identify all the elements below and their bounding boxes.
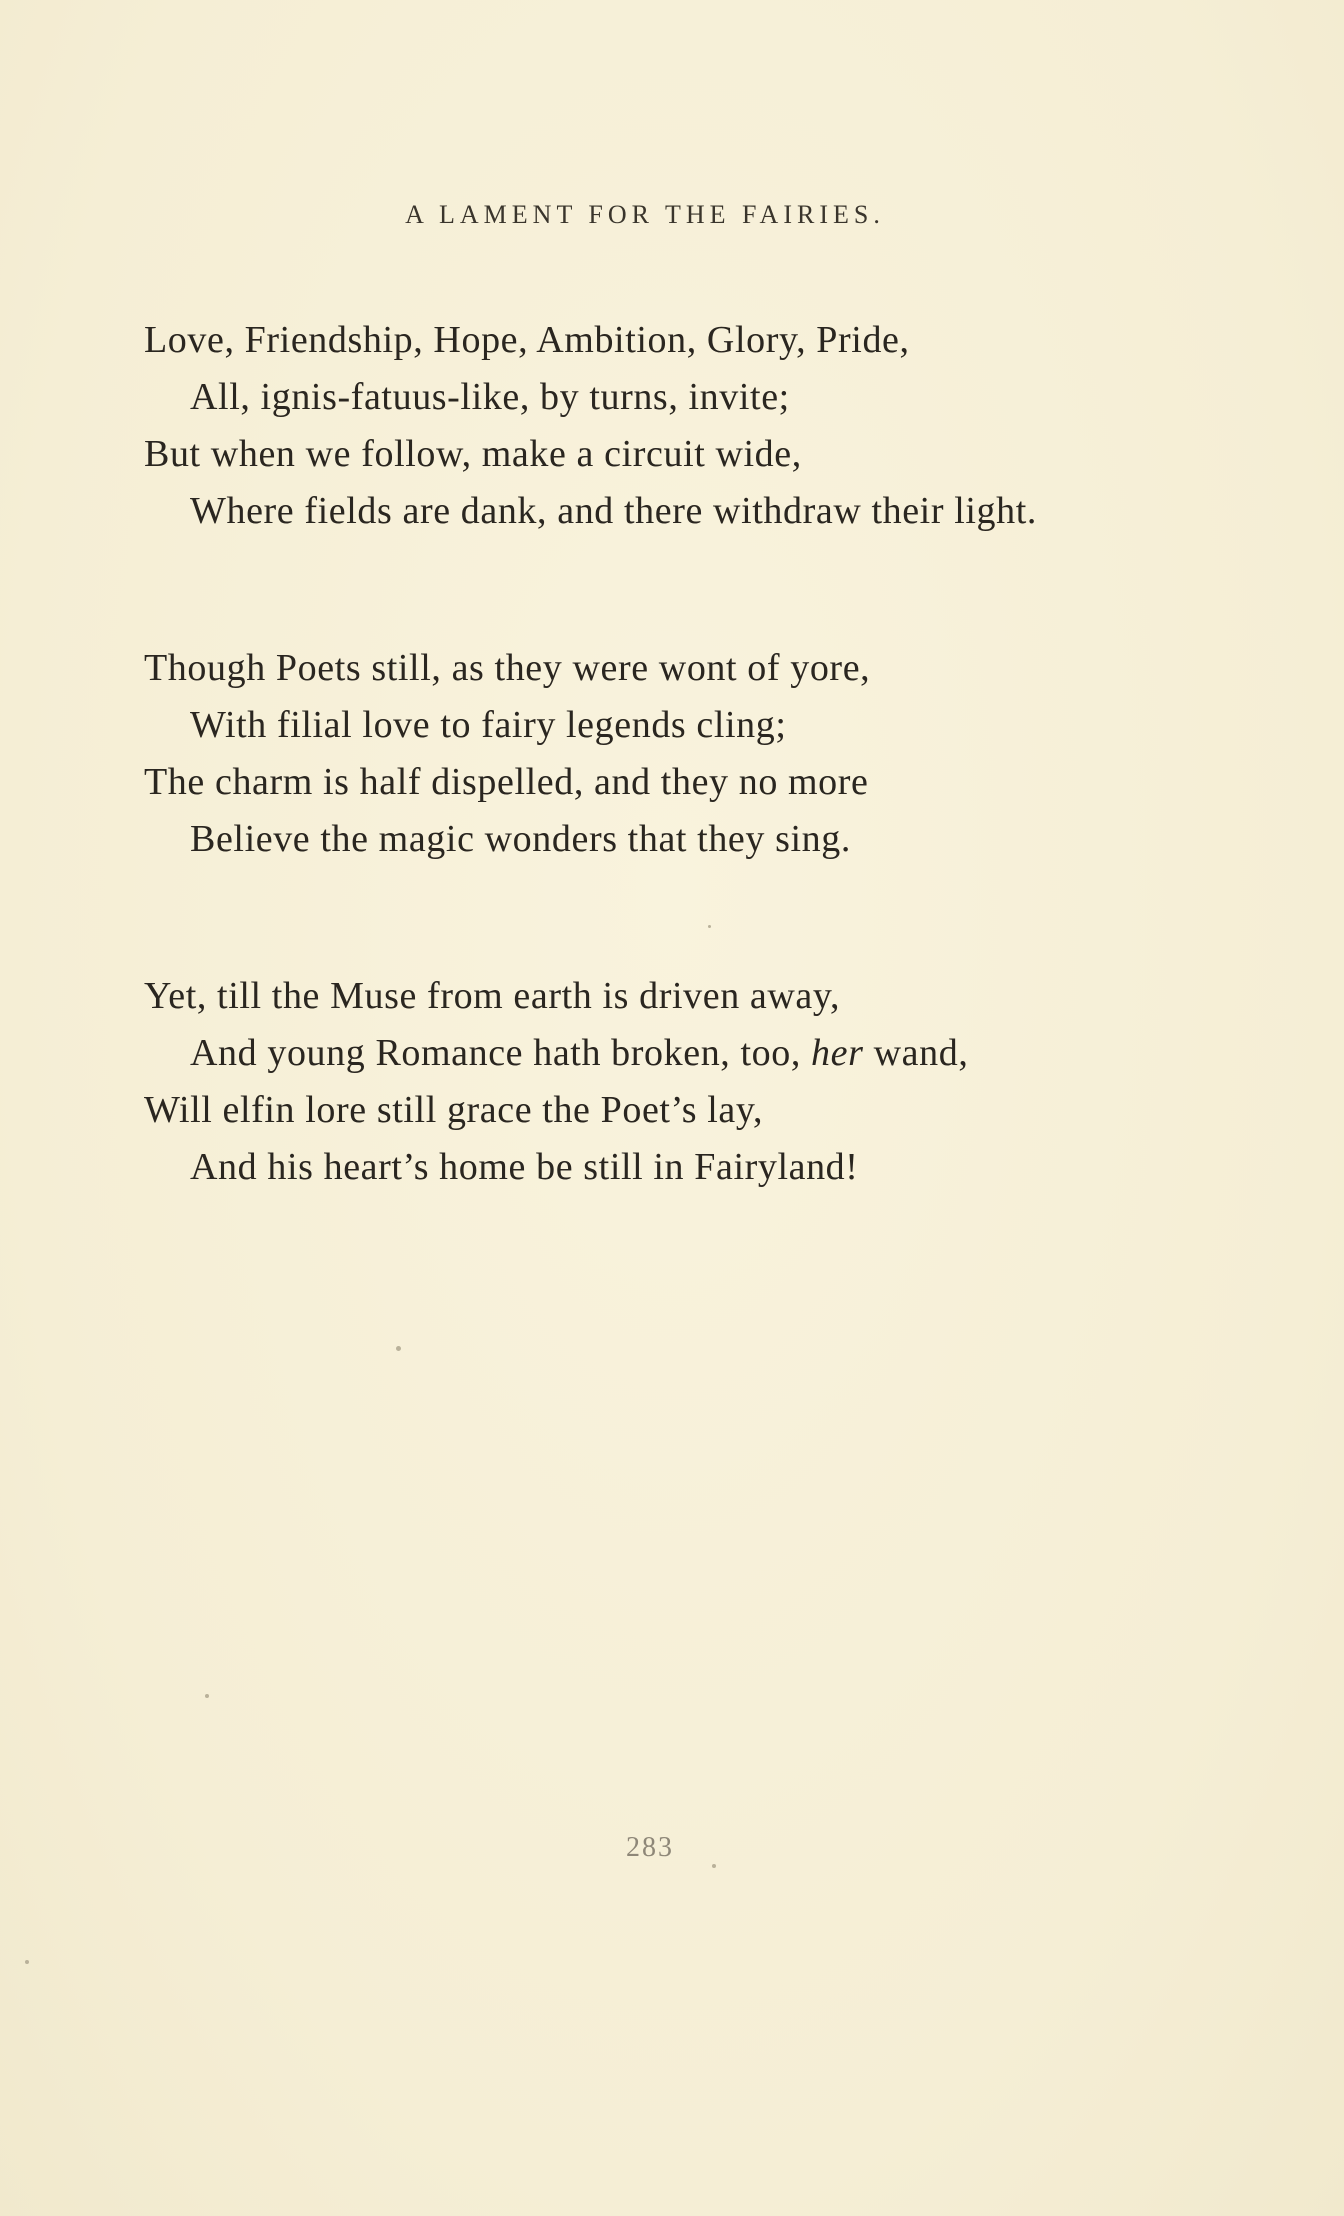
paper-speck <box>396 1346 401 1351</box>
poem-line: Love, Friendship, Hope, Ambition, Glory, Pride, <box>144 319 910 361</box>
running-head: A LAMENT FOR THE FAIRIES. <box>405 200 885 229</box>
italic-word: her <box>811 1032 864 1074</box>
poem-line: Though Poets still, as they were wont of yore, <box>144 647 871 689</box>
paper-speck <box>708 925 711 928</box>
poem-line: Will elfin lore still grace the Poet’s lay, <box>144 1089 764 1131</box>
poem-line: Where fields are dank, and there withdraw their light. <box>190 490 1037 532</box>
paper-speck <box>712 1864 716 1868</box>
poem-line: And his heart’s home be still in Fairyland! <box>190 1146 859 1188</box>
poem-line-text: wand, <box>863 1032 969 1074</box>
poem-line: All, ignis-fatuus-like, by turns, invite; <box>190 376 790 418</box>
page-number: 283 <box>626 1832 674 1863</box>
poem-line-text: And young Romance hath broken, too, <box>190 1032 812 1074</box>
stanza-1 <box>144 312 1264 540</box>
poem-line: The charm is half dispelled, and they no more <box>144 761 869 803</box>
poem <box>144 312 1264 1296</box>
poem-line: But when we follow, make a circuit wide, <box>144 433 802 475</box>
poem-line: Believe the magic wonders that they sing. <box>190 818 851 860</box>
paper-speck <box>25 1960 29 1964</box>
poem-line: With filial love to fairy legends cling; <box>190 704 787 746</box>
poem-line <box>144 1025 1264 1082</box>
stanza-3 <box>144 968 1264 1196</box>
stanza-2 <box>144 640 1264 868</box>
poem-line: Yet, till the Muse from earth is driven away, <box>144 975 841 1017</box>
paper-speck <box>205 1694 209 1698</box>
